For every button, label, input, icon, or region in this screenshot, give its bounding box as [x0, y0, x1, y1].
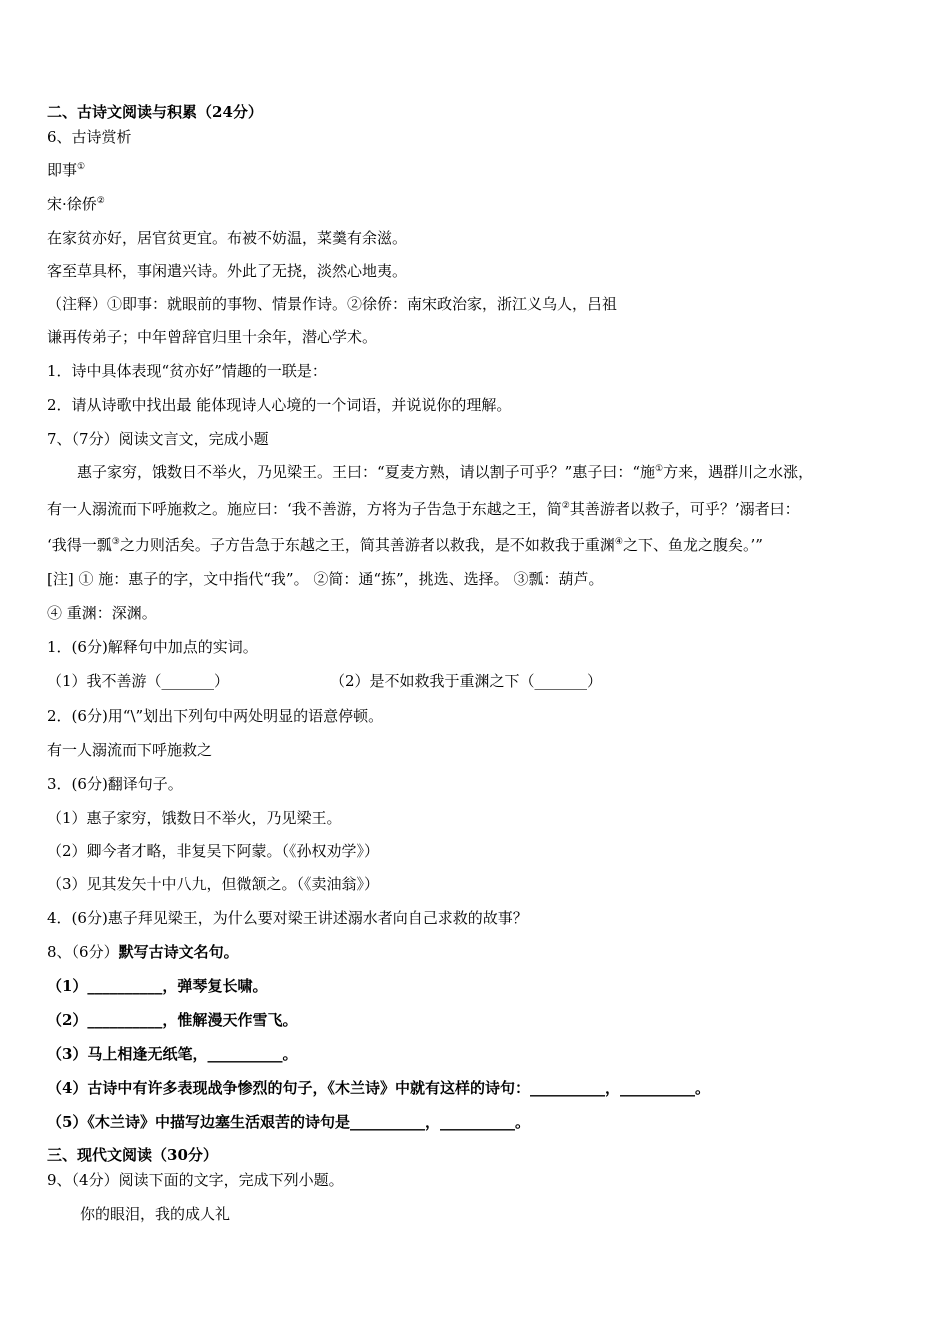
footnote-marker: ③: [111, 537, 120, 547]
footnote-marker: ①: [655, 464, 664, 474]
q7-sub-3-3: （3）见其发矢十中八九，但微颔之。（《卖油翁》）: [47, 875, 380, 893]
q7-note-1: [注] ① 施：惠子的字，文中指代“我”。 ②简：通“拣”，挑选、选择。 ③瓢：葫芦。: [47, 570, 604, 588]
q7-title: 7、（7分）阅读文言文，完成小题: [47, 430, 269, 448]
q8-title: 8、（6分）默写古诗文名句。: [47, 943, 239, 961]
q9-article-title: 你的眼泪，我的成人礼: [80, 1205, 231, 1223]
q8-line-4: （4）古诗中有许多表现战争惨烈的句子，《木兰诗》中就有这样的诗句：__________，__________。: [47, 1079, 710, 1097]
q8-line-5: （5）《木兰诗》中描写边塞生活艰苦的诗句是__________，__________。: [47, 1113, 530, 1131]
section3-heading: 三、现代文阅读（30分）: [47, 1146, 218, 1164]
q9-title: 9、（4分）阅读下面的文字，完成下列小题。: [47, 1171, 344, 1189]
footnote-marker: ④: [614, 537, 623, 547]
poem-line-2: 客至草具杯，事闲遣兴诗。外此了无挠，淡然心地夷。: [47, 262, 408, 280]
poem-author: 宋·徐侨②: [47, 195, 105, 213]
poem-title: 即事①: [47, 161, 86, 179]
q8-line-3: （3）马上相逢无纸笔，__________。: [47, 1045, 298, 1063]
q6-sub-2: 2．请从诗歌中找出最 能体现诗人心境的一个词语，并说说你的理解。: [47, 396, 512, 414]
q6-sub-1: 1．诗中具体表现“贫亦好”情趣的一联是：: [47, 362, 327, 380]
q6-note-1: （注释）①即事：就眼前的事物、情景作诗。②徐侨：南宋政治家，浙江义乌人，吕祖: [47, 295, 618, 313]
poem-line-1: 在家贫亦好，居官贫更宜。布被不妨温，菜羹有余滋。: [47, 229, 408, 247]
footnote-marker: ②: [561, 501, 570, 511]
q8-line-2: （2）__________，惟解漫天作雪飞。: [47, 1011, 298, 1029]
q6-title: 6、古诗赏析: [47, 128, 132, 146]
section2-heading: 二、古诗文阅读与积累（24分）: [47, 103, 263, 121]
q7-passage-line-2: 有一人溺流而下呼施救之。施应曰：‘我不善游，方将为子告急于东越之王，简②其善游者以救子，可乎？’溺者曰：: [47, 500, 800, 518]
q7-passage-line-3: ‘我得一瓢③之力则活矣。子方告急于东越之王，简其善游者以救我，是不如救我于重渊④之下、鱼龙之腹矣。’”: [47, 536, 763, 554]
q7-passage-line-1: 惠子家穷，饿数日不举火，乃见梁王。王曰：“夏麦方熟，请以割子可乎？”惠子曰：“施①方来，遇群川之水涨，: [77, 463, 814, 481]
q7-sub-2: 2．(6分)用“\”划出下列句中两处明显的语意停顿。: [47, 707, 384, 725]
q7-note-2: ④ 重渊：深渊。: [47, 604, 157, 622]
q6-note-2: 谦再传弟子；中年曾辞官归里十余年，潜心学术。: [47, 328, 378, 346]
q7-sub-1-b: （2）是不如救我于重渊之下（_______）: [330, 672, 603, 690]
q8-line-1: （1）__________，弹琴复长啸。: [47, 977, 268, 995]
footnote-marker: ②: [96, 196, 105, 206]
q7-sub-3-1: （1）惠子家穷，饿数日不举火，乃见梁王。: [47, 809, 342, 827]
q7-sub-2-sentence: 有一人溺流而下呼施救之: [47, 741, 213, 759]
q7-sub-1-a: （1）我不善游（_______）: [47, 672, 230, 690]
q7-sub-4: 4．(6分)惠子拜见梁王，为什么要对梁王讲述溺水者向自己求救的故事？: [47, 909, 528, 927]
q7-sub-3: 3．(6分)翻译句子。: [47, 775, 183, 793]
q7-sub-3-2: （2）卿今者才略，非复吴下阿蒙。（《孙权劝学》）: [47, 842, 380, 860]
q7-sub-1: 1．(6分)解释句中加点的实词。: [47, 638, 258, 656]
footnote-marker: ①: [77, 162, 86, 172]
